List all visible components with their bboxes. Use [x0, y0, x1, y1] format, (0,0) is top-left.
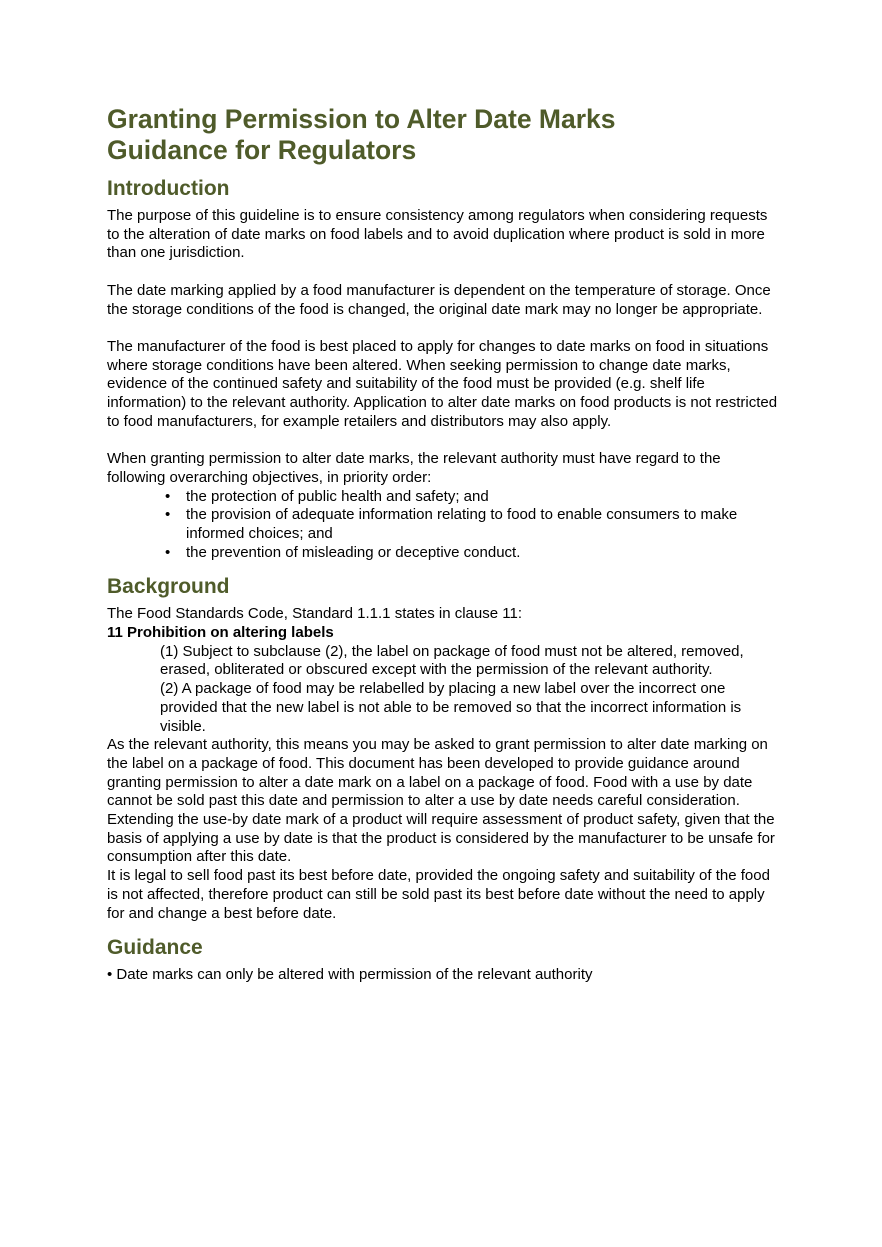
document-page [107, 104, 779, 985]
list-item: • the provision of adequate information relating to food to enable consumers to make informed choices; and [165, 506, 779, 543]
title-line-1: Granting Permission to Alter Date Marks [107, 104, 616, 134]
background-paragraph-2: It is legal to sell food past its best before date, provided the ongoing safety and suitability of the food is not affected, therefore product can still be sold past its best before date without the need to apply for and change a best before date. [107, 867, 770, 922]
objectives-list [107, 488, 779, 563]
intro-paragraph-1: The purpose of this guideline is to ensure consistency among regulators when considering requests to the alteration of date marks on food labels and to avoid duplication where product is sold in more than one jurisdiction. [107, 207, 768, 262]
title-line-2: Guidance for Regulators [107, 135, 417, 165]
clause-title: 11 Prohibition on altering labels [107, 624, 334, 642]
guidance-section [107, 935, 779, 985]
list-item: • the prevention of misleading or deceptive conduct. [165, 544, 779, 563]
intro-paragraph-2: The date marking applied by a food manufacturer is dependent on the temperature of storage. Once the storage conditions of the food is changed, the original date mark may no longer be appropriate. [107, 281, 771, 318]
background-section [107, 574, 779, 923]
guidance-item-1: • Date marks can only be altered with permission of the relevant authority [107, 966, 593, 984]
introduction-heading: Introduction [107, 177, 230, 200]
background-heading: Background [107, 575, 230, 599]
guidance-heading: Guidance [107, 936, 203, 960]
document-title [107, 104, 779, 166]
list-item: • the protection of public health and safety; and [165, 488, 779, 507]
intro-paragraph-4: When granting permission to alter date marks, the relevant authority must have regard to the following overarching objectives, in priority order: [107, 450, 721, 486]
subclause-2: (2) A package of food may be relabelled by placing a new label over the incorrect one provided that the new label is not able to be removed so that the incorrect information is visible. [160, 680, 742, 735]
background-intro: The Food Standards Code, Standard 1.1.1 states in clause 11: [107, 605, 522, 623]
intro-paragraph-3: The manufacturer of the food is best placed to apply for changes to date marks on food in situations where storage conditions have been altered. When seeking permission to change date marks, evidence of the continued safety and suitability of the food must be provided (e.g. shelf life information) to the relevant authority. Application to alter date marks on food products is not restricted to food manufacturers, for example retailers and distributors may also apply. [107, 337, 778, 430]
subclause-1: (1) Subject to subclause (2), the label on package of food must not be altered, removed, erased, obliterated or obscured except with the permission of the relevant authority. [160, 642, 744, 679]
background-paragraph-1: As the relevant authority, this means you may be asked to grant permission to alter date marking on the label on a package of food. This document has been developed to provide guidance around granting permission to alter a date mark on a label on a package of food. Food with a use by date cannot be sold past this date and permission to alter a use by date needs careful consideration. Extending the use-by date mark of a product will require assessment of product safety, given that the basis of applying a use by date is that the product is considered by the manufacturer to be unsafe for consumption after this date. [107, 736, 775, 866]
introduction-section [107, 176, 779, 562]
